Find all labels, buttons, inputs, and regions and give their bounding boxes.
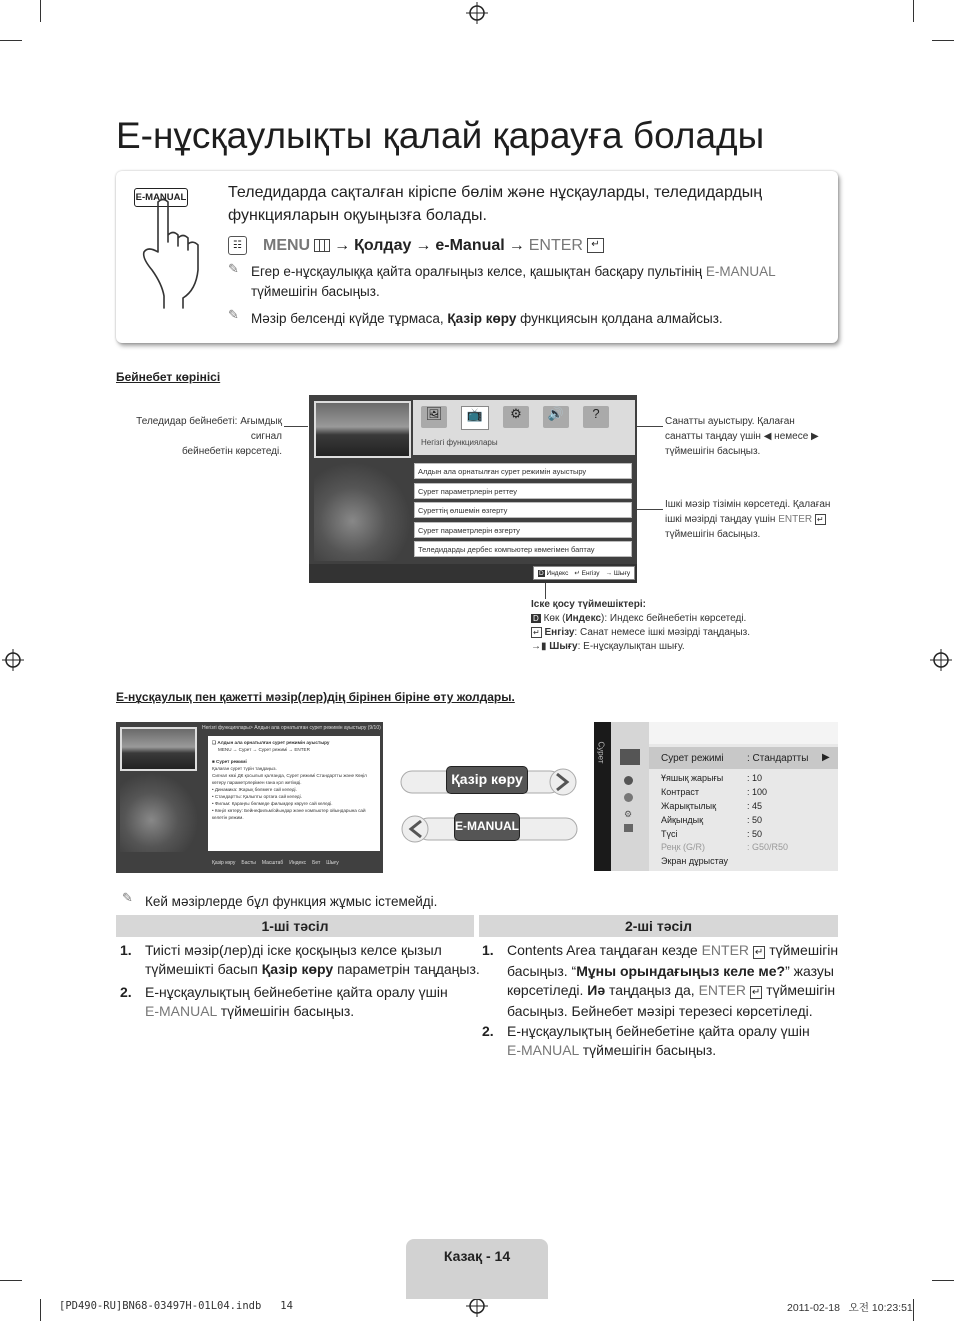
picture-menu-row[interactable]: Сурет режимі [661,753,724,764]
crop-mark [40,0,41,22]
submenu-item[interactable]: Теледидарды дербес компьютер көмегімен баптау [414,541,632,557]
path-support: Қолдау [354,236,412,254]
method2-step1: Contents Area таңдаған кезде ENTER ↵ түймешігін басыңыз. “Мұны орындағыңыз келе ме?” жазуы көрсетіледі. Иә таңдаңыз да, ENTER ↵ түймешігін басыңыз. Бейнебет мәзірі терезесі көрсетіледі. [507,942,839,1019]
decorative-background [314,461,410,561]
picture-menu-row-value: : 45 [747,801,763,811]
enter-key: ENTER [528,236,583,254]
category-label: Негізгі функциялары [421,438,498,447]
picture-menu-row-value: : G50/R50 [747,842,789,852]
navigation-note: Кей мәзірлерде бұл функция жұмыс істемейді. [145,894,438,909]
timestamp: 2011-02-18 오전 10:23:51 [787,1302,913,1314]
sound-tab-icon[interactable] [624,776,633,785]
picture-menu-row-value: : 100 [747,787,768,797]
exit-button[interactable]: → Шығу [605,570,631,577]
mini-content-panel: ❑ Алдын ала орнатылған сурет режимін ауыстыру MENU → Сурет → Сурет режимі → ENTER ■ Сурет режимі Қалаған сурет түрін таңдаңыз. Сигнал көзі ДК қосылып қалғанда, Сурет режимі Стандартты және Көңіл көтеру параметрлерімен ғана қол жетімді. • Динамика: Жарық бөлмеге сай келеді. • Стандартты: Қалыпты ортаға сай келеді. • Фильм: Қараңғы бөлмеде фильмдер көруге сай келеді. • Көңіл көтеру: Бейнефильм/ойындар және компьютер ойындарына сай келетін режим. [208,736,380,851]
bottom-buttons [533,566,635,580]
path-arrow: → [508,236,525,254]
channel-tab-icon[interactable] [624,793,633,802]
tv-preview-image [314,401,411,458]
step-number: 2. [120,984,132,1000]
picture-menu-row[interactable]: Түсі [661,829,678,839]
right-callout-category: Санатты ауыстыру. Қалаған санатты таңдау үшін ◀ немесе ▶ түймешігін басыңыз. [665,416,819,457]
support-tab-icon[interactable] [624,824,633,832]
note-icon: ✎ [228,308,239,323]
e-manual-key: E-MANUAL [705,264,776,279]
picture-menu-row[interactable]: Экран дұрыстау [661,856,729,866]
crop-mark [0,1280,22,1281]
page-number: Казақ - 14 [443,1248,511,1264]
note-icon: ✎ [122,891,133,906]
category-icon[interactable]: 🖼 [421,406,447,428]
note-icon: ✎ [228,262,239,277]
note2-bold: Қазір көру [447,311,517,326]
method2-header: 2-ші тәсіл [479,915,838,937]
picture-menu-row-value: : 50 [747,829,763,839]
method1-step2: Е-нұсқаулықтың бейнебетіне қайта оралу үшін E-MANUAL түймешігін басыңыз. [145,984,448,1019]
tv-preview-image [120,727,197,771]
category-icon[interactable]: ⚙ [503,406,529,428]
picture-menu-row-value: : 50 [747,815,763,825]
enter-button[interactable]: ↵ Енгізу [574,570,600,577]
category-icon[interactable]: 📺 [461,406,489,430]
submenu-item[interactable]: Сурет параметрлерін өзгерту [414,522,632,538]
decorative-background [120,772,198,852]
leader-line [545,583,546,599]
remote-icon: ☷ [228,236,247,255]
crop-mark [932,40,954,41]
e-manual-button[interactable]: E-MANUAL [454,813,520,841]
right-callout-submenu: Ішкі мәзір тізімін көрсетеді. Қалаған ішкі мәзірді таңдау үшін ENTER ↵ түймешігін басыңыз. [665,499,831,540]
file-info: [PD490-RU]BN68-03497H-01L04.indb 14 [59,1300,293,1312]
menu-key: MENU [263,236,311,254]
crop-mark [913,0,914,22]
note1-line2: түймешігін басыңыз. [251,284,380,299]
registration-mark-icon [930,649,952,671]
crop-mark [40,1299,41,1321]
method1-header: 1-ші тәсіл [116,915,474,937]
leader-line [637,426,663,427]
remote-hand-icon [128,180,208,310]
intro-text-line2: функцияларын оқуыңызға болады. [228,207,487,224]
category-icon[interactable]: 🔊 [543,406,569,428]
mini-button-bar: Қазір көру Басты Масштаб Индекс Бет Шығу [212,860,339,866]
method1-step1: Тиісті мәзір(лер)ді іске қосқыңыз келсе қызыл түймешікті басып Қазір көру параметрін таңдаңыз. [145,942,480,977]
index-button[interactable]: D Индекс [539,570,569,577]
left-callout: Теледидар бейнебеті: Ағымдық сигнал бейнебетін көрсетеді. [136,416,282,457]
picture-menu-row-value: : 10 [747,773,763,783]
registration-mark-icon [466,2,488,24]
picture-menu-topbar [649,722,838,744]
leader-line [637,509,663,510]
crop-mark [932,1280,954,1281]
note1-text: Егер е-нұсқаулыққа қайта оралғыңыз келсе, қашықтан басқару пультінің [251,264,703,279]
path-arrow: → [415,236,432,254]
picture-menu-row[interactable]: Жарықтылық [661,801,717,811]
mini-breadcrumb: Негізгі функциялары> Алдын ала орнатылған сурет режимін ауыстыру (9/10) [202,725,381,731]
intro-text-line1: Теледидарда сақталған кіріспе бөлім және нұсқауларды, теледидардың [228,184,763,201]
picture-menu-row[interactable]: Контраст [661,787,699,797]
menu-grid-icon [314,239,330,252]
note2 [251,311,723,326]
picture-menu-row[interactable]: Айқындық [661,815,704,825]
buttons-callout: Іске қосу түймешіктері: D Көк (Индекс): Индекс бейнебетін көрсетеді. ↵ Енгізу: Санат немесе ішкі мәзірді таңдаңыз. →▮ Шығу: Е-нұсқаулықтан шығу. [531,599,751,652]
picture-menu-side-label: Сурет [596,741,606,764]
note2-text: Мәзір белсенді күйде тұрмаса, [251,311,444,326]
path-emanual: e-Manual [435,236,505,254]
category-icon[interactable]: ? [583,406,609,428]
submenu-item[interactable]: Суреттің өлшемін өзгерту [414,502,632,518]
setup-tab-icon[interactable]: ⚙ [624,809,633,819]
page-title: Е-нұсқаулықты қалай қарауға болады [116,115,765,156]
submenu-item[interactable]: Сурет параметрлерін реттеу [414,483,632,499]
picture-menu-row[interactable]: Ұяшық жарығы [661,773,724,783]
navigation-heading: Е-нұсқаулық пен қажетті мәзір(лер)дің бірінен біріне өту жолдары. [116,690,515,704]
enter-icon: ↵ [587,238,604,253]
emanual-detail-screen [116,722,383,873]
registration-mark-icon [2,649,24,671]
kazir-koru-button[interactable]: Қазір көру [446,766,528,794]
path-arrow: → [334,236,351,254]
picture-menu-row-value: : Стандартты [747,753,809,764]
e-manual-key-label: E-MANUAL [134,188,188,207]
picture-tab-icon[interactable] [620,749,640,765]
crop-mark [0,40,22,41]
category-icons [421,406,631,430]
leader-line [284,426,308,427]
step-number: 2. [482,1023,494,1039]
step-number: 1. [482,942,494,958]
note1 [251,264,776,279]
step-number: 1. [120,942,132,958]
method2-step2: Е-нұсқаулықтың бейнебетіне қайта оралу үшін E-MANUAL түймешігін басыңыз. [507,1023,810,1058]
picture-menu-row: Реңк (G/R) [661,842,706,852]
menu-path [228,236,604,255]
submenu-item[interactable]: Алдын ала орнатылған сурет режимін ауыстыру [414,463,632,479]
chevron-right-icon[interactable]: ▶ [822,752,830,763]
note2-text2: функциясын қолдана алмайсыз. [520,311,723,326]
section-heading: Бейнебет көрінісі [116,370,221,384]
crop-mark [913,1299,914,1321]
